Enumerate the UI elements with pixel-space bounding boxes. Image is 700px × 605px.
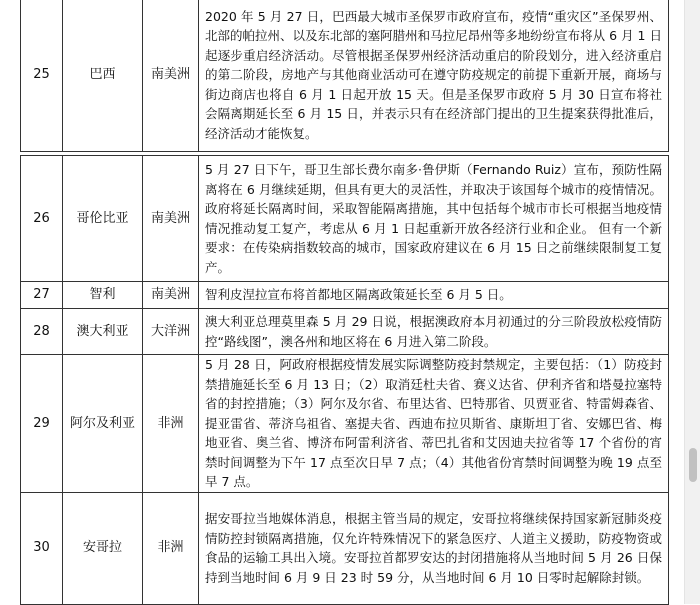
table-row [21,492,669,604]
country-cell: 巴西 [63,0,143,152]
table-row [21,156,669,282]
content-cell: 澳大利亚总理莫里森 5 月 29 日说，根据澳政府本月初通过的分三阶段放松疫情防控“路线图”，澳各州和地区将在 6 月进入第二阶段。 [199,309,669,355]
row-number: 30 [21,492,63,604]
row-number: 27 [21,282,63,309]
content-cell: 据安哥拉当地媒体消息，根据主管当局的规定，安哥拉将继续保持国家新冠肺炎疫情防控封锁隔离措施，仅允许特殊情况下的紧急医疗、人道主义援助，防疫物资或食品的运输工具出入境。安哥拉首都罗安达的封闭措施将从当地时间 5 月 26 日保持到当地时间 6 月 9 日 23 时 59 分，从当地时间 6 月 10 日零时起解除封锁。 [199,492,669,604]
continent-cell: 非洲 [143,355,199,493]
policy-table-top [20,0,669,152]
policy-table-bottom [20,155,669,605]
country-cell: 智利 [63,282,143,309]
country-cell: 哥伦比亚 [63,156,143,282]
continent-cell: 非洲 [143,492,199,604]
content-cell: 智利皮涅拉宣布将首都地区隔离政策延长至 6 月 5 日。 [199,282,669,309]
row-number: 28 [21,309,63,355]
country-cell: 阿尔及利亚 [63,355,143,493]
table-row [21,282,669,309]
table-row [21,355,669,493]
country-cell: 澳大利亚 [63,309,143,355]
content-cell: 2020 年 5 月 27 日，巴西最大城市圣保罗市政府宣布，疫情“重灾区”圣保罗州、北部的帕拉州、以及东北部的塞阿腊州和马拉尼昂州等多地纷纷宣布将从 6 月 1 日起逐步重启经济活动。尽管根据圣保罗州经济活动重启的阶段划分，进入经济重启的第二阶段，房地产与其他商业活动可在遵守防疫规定的前提下重新开展，商场与街边商店也将自 6 月 1 日起开放 15 天。但是圣保罗市政府 5 月 30 日宣布将社会隔离期延长至 6 月 15 日，并表示只有在经济部门提出的卫生提案获得批准后，经济活动才能恢复。 [199,0,669,152]
table-row [21,0,669,152]
vertical-scrollbar[interactable] [684,0,700,604]
continent-cell: 南美洲 [143,0,199,152]
row-number: 25 [21,0,63,152]
scrollbar-thumb[interactable] [689,448,697,482]
content-cell: 5 月 27 日下午，哥卫生部长费尔南多·鲁伊斯（Fernando Ruiz）宣布，预防性隔离将在 6 月继续延期，但具有更大的灵活性，并取决于该国每个城市的疫情情况。政府将延长隔离时间，采取智能隔离措施，其中包括每个城市市长可根据当地疫情情况推动复工复产，考虑从 6 月 1 日起重新开放各经济行业和企业。 但有一个新要求：在传染病指数较高的城市，国家政府建议在 6 月 15 日之前继续限制复工复产。 [199,156,669,282]
table-row [21,309,669,355]
row-number: 26 [21,156,63,282]
continent-cell: 大洋洲 [143,309,199,355]
continent-cell: 南美洲 [143,156,199,282]
row-number: 29 [21,355,63,493]
continent-cell: 南美洲 [143,282,199,309]
country-cell: 安哥拉 [63,492,143,604]
content-cell: 5 月 28 日，阿政府根据疫情发展实际调整防疫封禁规定，主要包括：（1）防疫封禁措施延长至 6 月 13 日；（2）取消廷杜夫省、赛义达省、伊利齐省和塔曼拉塞特省的封控措施；（3）阿尔及尔省、布里达省、巴特那省、贝贾亚省、特雷姆森省、提亚雷省、蒂济乌祖省、塞提夫省、西迪布拉贝斯省、康斯坦丁省、安娜巴省、梅地亚省、奥兰省、博济布阿雷利济省、蒂巴扎省和艾因迪夫拉省等 17 个省份的宵禁时间调整为下午 17 点至次日早 7 点；（4）其他省份宵禁时间调整为晚 19 点至早 7 点。 [199,355,669,493]
